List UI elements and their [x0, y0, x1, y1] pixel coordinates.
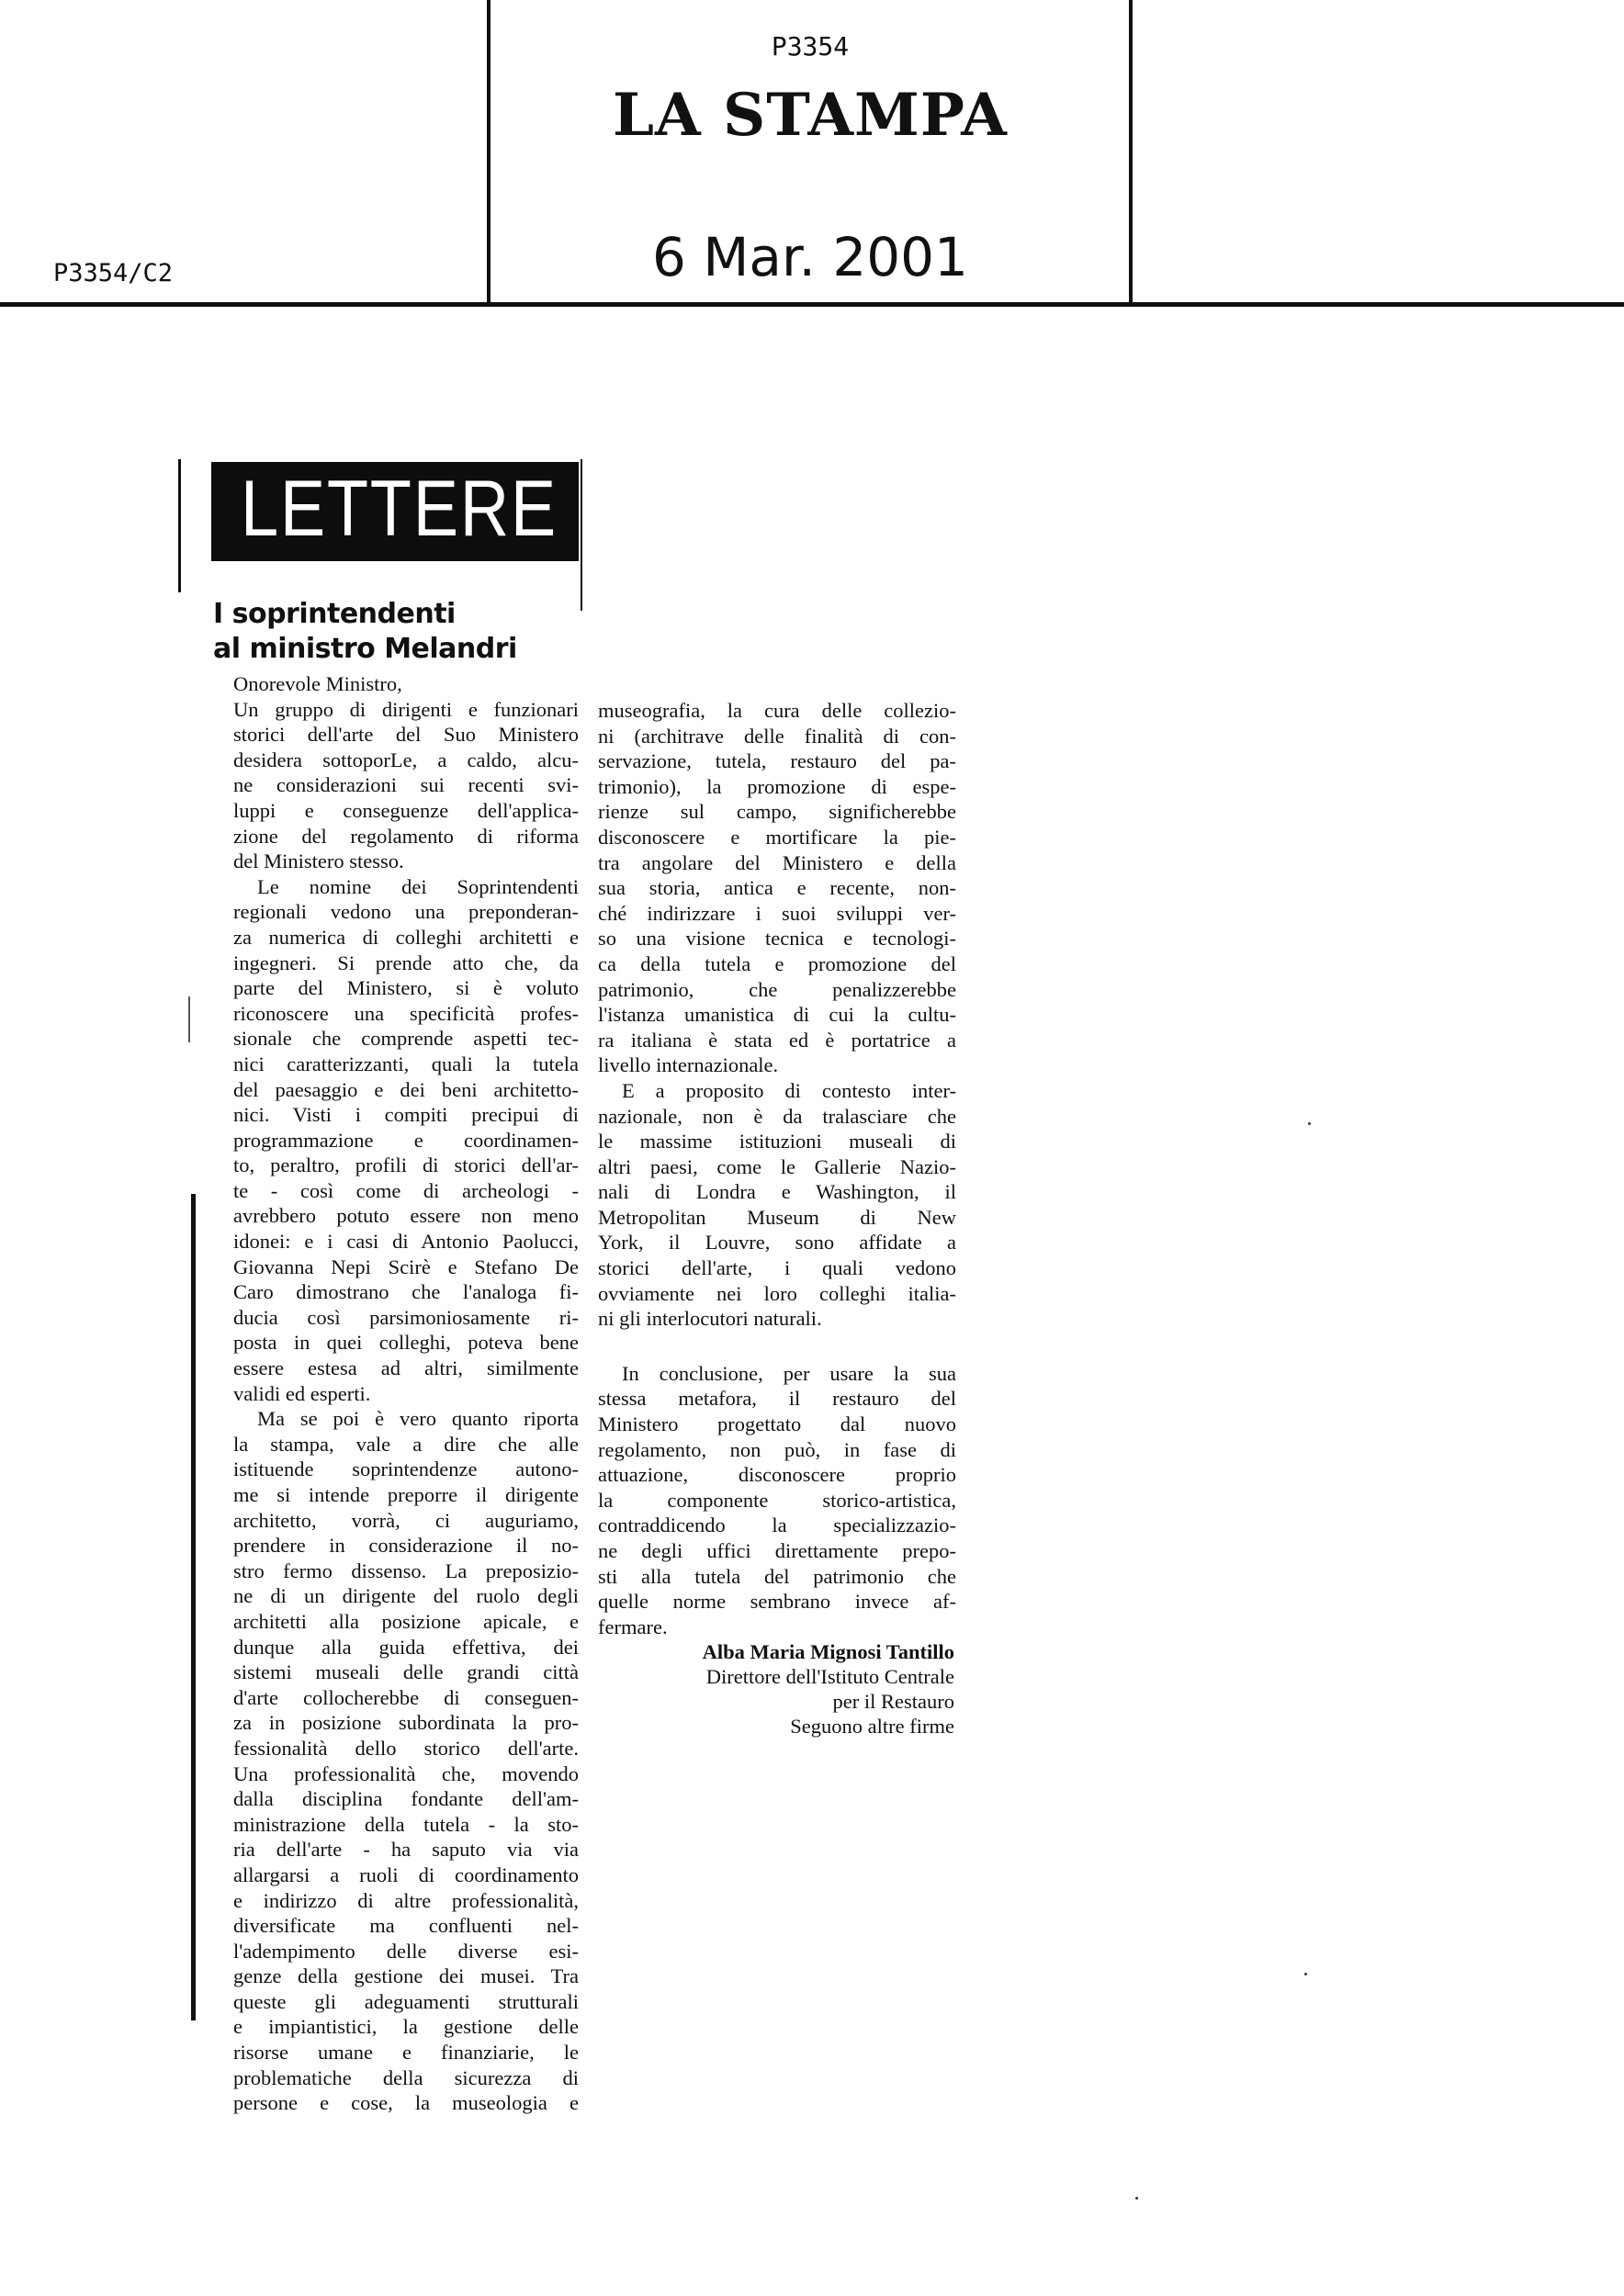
publication-date: 6 Mar. 2001	[652, 226, 968, 288]
text-line: contraddicendo la specializzazio-	[598, 1514, 956, 1537]
text-line: storici dell'arte del Suo Ministero	[233, 723, 579, 747]
text-line: dalla disciplina fondante dell'am-	[233, 1787, 579, 1811]
text-line: ministrazione della tutela - la sto-	[233, 1812, 579, 1836]
text-line: fermare.	[598, 1615, 668, 1638]
scan-speck	[1304, 1973, 1307, 1975]
text-line: persone e cose, la museologia e	[233, 2091, 579, 2115]
margin-rule	[178, 459, 181, 592]
article-headline	[213, 597, 517, 667]
text-line: te - così come di archeologi -	[233, 1178, 579, 1202]
text-line: zione del regolamento di riforma	[233, 824, 579, 848]
box-rule	[581, 459, 582, 611]
text-line: sistemi museali delle grandi città	[233, 1660, 579, 1684]
text-line: avrebbero potuto essere non meno	[233, 1204, 579, 1228]
text-line: ni gli interlocutori naturali.	[598, 1307, 822, 1331]
text-line: allargarsi a ruoli di coordinamento	[233, 1863, 579, 1886]
text-line: altri paesi, come le Gallerie Nazio-	[598, 1154, 956, 1178]
text-line: storici dell'arte, i quali vedono	[598, 1256, 956, 1280]
text-line: la stampa, vale a dire che alle	[233, 1432, 579, 1456]
text-line: ché indirizzare i suoi sviluppi ver-	[598, 901, 956, 925]
text-line: ni (architrave delle finalità di con-	[598, 724, 956, 748]
text-line: sua storia, antica e recente, non-	[598, 876, 956, 900]
document-code: P3354	[771, 31, 850, 62]
text-line: e indirizzo di altre professionalità,	[233, 1888, 579, 1912]
text-line: regionali vedono una preponderan-	[233, 900, 579, 924]
scan-speck	[1308, 1122, 1311, 1125]
text-line: ingegneri. Si prende atto che, da	[233, 951, 579, 974]
text-line: l'istanza umanistica di cui la cultu-	[598, 1003, 956, 1027]
text-line: Le nomine dei Soprintendenti	[257, 874, 579, 898]
section-label-box	[211, 462, 579, 561]
signature	[598, 1639, 956, 1739]
text-line: E a proposito di contesto inter-	[622, 1078, 956, 1102]
text-line: ne di un dirigente del ruolo degli	[233, 1584, 579, 1608]
headline-line: I soprintendenti	[213, 598, 456, 630]
text-line: prendere in considerazione il no-	[233, 1534, 579, 1558]
text-line: patrimonio, che penalizzerebbe	[598, 977, 956, 1001]
text-line: ne considerazioni sui recenti svi-	[233, 773, 579, 797]
text-line: livello internazionale.	[598, 1053, 779, 1077]
text-line: nici caratterizzanti, quali la tutela	[233, 1052, 579, 1075]
text-line: diversificate ma confluenti nel-	[233, 1914, 579, 1938]
text-line: Una professionalità che, movendo	[233, 1761, 579, 1785]
text-line: tra angolare del Ministero e della	[598, 850, 956, 874]
text-line: risorse umane e finanziarie, le	[233, 2041, 579, 2065]
header-rule	[0, 302, 1624, 307]
text-line: d'arte collocherebbe di conseguen-	[233, 1685, 579, 1709]
text-line: ria dell'arte - ha saputo via via	[233, 1838, 579, 1862]
text-line: architetti alla posizione apicale, e	[233, 1609, 579, 1633]
text-line: stessa metafora, il restauro del	[598, 1387, 956, 1411]
text-line: Giovanna Nepi Scirè e Stefano De	[233, 1255, 579, 1278]
text-line: disconoscere e mortificare la pie-	[598, 825, 956, 849]
text-line: la componente storico-artistica,	[598, 1488, 956, 1512]
text-line: le massime istituzioni museali di	[598, 1130, 956, 1154]
paragraph-gap	[598, 1332, 956, 1361]
text-line: luppi e conseguenze dell'applica-	[233, 798, 579, 822]
text-line: istituende soprintendenze autono-	[233, 1458, 579, 1481]
margin-rule	[188, 996, 190, 1042]
text-line: nali di Londra e Washington, il	[598, 1180, 956, 1204]
page-code: P3354/C2	[53, 259, 174, 287]
text-line: me si intende preporre il dirigente	[233, 1483, 579, 1506]
text-line: Metropolitan Museum di New	[598, 1205, 956, 1229]
text-line: parte del Ministero, si è voluto	[233, 976, 579, 1000]
text-line: queste gli adeguamenti strutturali	[233, 1989, 579, 2013]
text-line: In conclusione, per usare la sua	[622, 1361, 956, 1385]
text-line: del paesaggio e dei beni architetto-	[233, 1077, 579, 1101]
text-line: posta in quei colleghi, poteva bene	[233, 1331, 579, 1355]
margin-rule	[191, 1194, 196, 2020]
text-line: Ministero progettato dal nuovo	[598, 1412, 956, 1436]
text-line: Ma se poi è vero quanto riporta	[257, 1407, 579, 1431]
text-line: servazione, tutela, restauro del pa-	[598, 749, 956, 773]
text-line: essere estesa ad altri, similmente	[233, 1356, 579, 1380]
text-line: quelle norme sembrano invece af-	[598, 1590, 956, 1614]
text-line: ra italiana è stata ed è portatrice a	[598, 1028, 956, 1052]
article-column-1	[233, 671, 579, 2116]
text-line: to, peraltro, profili di storici dell'ar-	[233, 1154, 579, 1177]
text-line: problematiche della sicurezza di	[233, 2065, 579, 2089]
text-line: trimonio), la promozione di espe-	[598, 774, 956, 798]
text-line: regolamento, non può, in fase di	[598, 1437, 956, 1461]
signature-name: Alba Maria Mignosi Tantillo	[702, 1640, 954, 1664]
text-line: genze della gestione dei musei. Tra	[233, 1964, 579, 1988]
text-line: nazionale, non è da tralasciare che	[598, 1104, 956, 1128]
text-line: idonei: e i casi di Antonio Paolucci,	[233, 1230, 579, 1254]
headline-line: al ministro Melandri	[213, 633, 517, 665]
newspaper-title: LA STAMPA	[613, 81, 1008, 150]
text-line: ca della tutela e promozione del	[598, 951, 956, 975]
text-line: Un gruppo di dirigenti e funzionari	[233, 697, 579, 721]
scan-speck	[1135, 2197, 1138, 2200]
text-line: ovviamente nei loro colleghi italia-	[598, 1281, 956, 1305]
text-line: za in posizione subordinata la pro-	[233, 1711, 579, 1735]
text-line: nici. Visti i compiti precipui di	[233, 1103, 579, 1127]
text-line: programmazione e coordinamen-	[233, 1128, 579, 1152]
text-line: rienze sul campo, significherebbe	[598, 800, 956, 824]
text-line: architetto, vorrà, ci auguriamo,	[233, 1508, 579, 1532]
text-line: York, il Louvre, sono affidate a	[598, 1231, 956, 1255]
text-line: e impiantistici, la gestione delle	[233, 2015, 579, 2039]
text-line: desidera sottoporLe, a caldo, alcu-	[233, 748, 579, 771]
text-line: riconoscere una specificità profes-	[233, 1001, 579, 1025]
text-line: validi ed esperti.	[233, 1381, 371, 1405]
text-line: za numerica di colleghi architetti e	[233, 925, 579, 949]
text-line: Caro dimostrano che l'analoga fi-	[233, 1280, 579, 1304]
text-line: l'adempimento delle diverse esi-	[233, 1939, 579, 1963]
text-line: attuazione, disconoscere proprio	[598, 1463, 956, 1487]
text-line: sionale che comprende aspetti tec-	[233, 1027, 579, 1051]
text-line: dunque alla guida effettiva, dei	[233, 1635, 579, 1659]
text-line: ducia così parsimoniosamente ri-	[233, 1305, 579, 1329]
text-line: del Ministero stesso.	[233, 850, 404, 873]
text-line: fessionalità dello storico dell'arte.	[233, 1736, 579, 1760]
signature-role: Direttore dell'Istituto Centrale	[705, 1665, 954, 1689]
signature-role: per il Restauro	[832, 1690, 954, 1714]
text-line: stro fermo dissenso. La preposizio-	[233, 1559, 579, 1582]
text-line: Onorevole Ministro,	[233, 672, 402, 695]
text-line: museografia, la cura delle collezio-	[598, 699, 956, 722]
text-line: sti alla tutela del patrimonio che	[598, 1564, 956, 1588]
signature-note: Seguono altre firme	[790, 1715, 954, 1739]
text-line: so una visione tecnica e tecnologi-	[598, 927, 956, 951]
section-label: LETTERE	[241, 465, 558, 553]
text-line: ne degli uffici direttamente prepo-	[598, 1539, 956, 1562]
article-column-2	[598, 698, 956, 1739]
